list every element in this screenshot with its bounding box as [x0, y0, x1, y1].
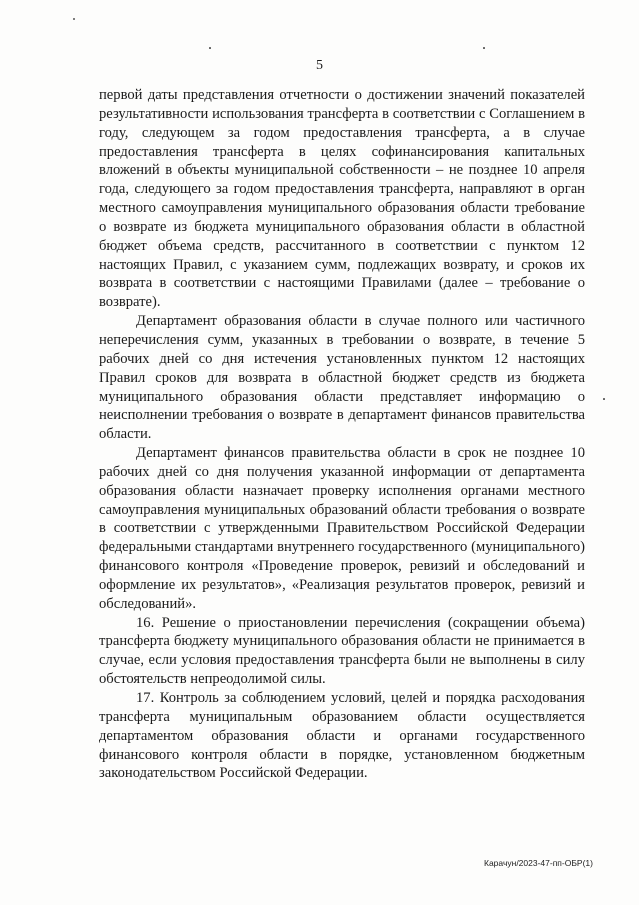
paragraph-item-17: 17. Контроль за соблюдением условий, целей и порядка расходования трансферта муниципальным образованием области осуществляется департаментом образования области и органами государственного финансового контроля области в порядке, установленном бюджетным законодательством Российской Федерации. — [99, 690, 585, 782]
paragraph-item-16: 16. Решение о приостановлении перечисления (сокращении объема) трансферта бюджету муниципального образования области не принимается в случае, если условия предоставления трансферта были не выполнены в силу обстоятельств непреодолимой силы. — [99, 614, 585, 688]
paragraph: Департамент финансов правительства области в срок не позднее 10 рабочих дней со дня получения указанной информации от департамента образования области назначает проверку исполнения органами местного самоуправления муниципальных образований области требования о возврате в соответствии с утвержденными Правительством Российской Федерации федеральными стандартами внутреннего государственного (муниципального) финансового контроля «Проведение проверок, ревизий и обследований и оформление их результатов», «Реализация результатов проверок, ревизий и обследований». — [99, 445, 585, 612]
scan-speck — [603, 398, 605, 400]
document-body — [99, 86, 585, 783]
scan-speck — [73, 18, 75, 20]
paragraph: Департамент образования области в случае полного или частичного неперечисления сумм, указанных в требовании о возврате, в течение 5 рабочих дней со дня истечения установленных пунктом 12 настоящих Правил сроков для возврата в областной бюджет средств из бюджета муниципального образования области представляет информацию о неисполнении требования о возврате в департамент финансов правительства области. — [99, 313, 585, 443]
scan-speck — [483, 47, 485, 49]
scan-speck — [209, 47, 211, 49]
paragraph-continuation: первой даты представления отчетности о достижении значений показателей результативности использования трансферта в соответствии с Соглашением в году, следующем за годом предоставления трансферта, а в случае предоставления трансферта в целях софинансирования капитальных вложений в объекты муниципальной собственности – не позднее 10 апреля года, следующего за годом предоставления трансферта, направляют в орган местного самоуправления муниципального образования области требование о возврате из бюджета муниципального образования области в областной бюджет объема средств, рассчитанного в соответствии с пунктом 12 настоящих Правил, с указанием сумм, подлежащих возврату, и сроков их возврата в соответствии с настоящими Правилами (далее – требование о возврате). — [99, 87, 585, 311]
document-footer-code: Карачун/2023-47-пп-ОБР(1) — [484, 858, 593, 868]
page-number: 5 — [316, 58, 323, 73]
